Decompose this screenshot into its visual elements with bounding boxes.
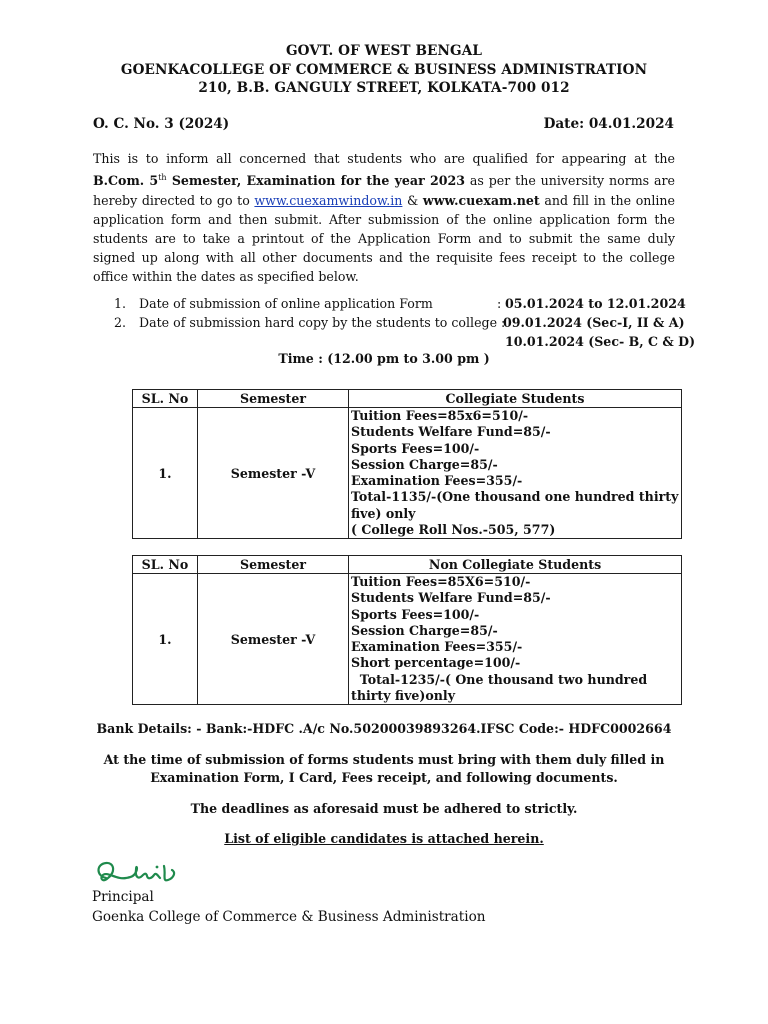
instruction-line-2: Examination Form, I Card, Fees receipt, and following documents.: [150, 770, 618, 785]
fee-line: Tuition Fees=85x6=510/-: [351, 408, 529, 423]
fee-line: Sports Fees=100/-: [351, 606, 480, 622]
bank-details: Bank Details: - Bank:-HDFC .A/c No.50200039893264.IFSC Code:- HDFC0002664: [96, 721, 672, 736]
fee-line: Examination Fees=355/-: [351, 639, 523, 655]
notice-date: Date: 04.01.2024: [543, 116, 674, 132]
date-item-2-value: 09.01.2024 (Sec-I, II & A): [503, 315, 685, 330]
table1-header-semester: Semester: [198, 390, 349, 408]
signatory-title: Principal: [92, 889, 154, 905]
date-item-1-sep: :: [497, 296, 502, 311]
deadline-note: The deadlines as aforesaid must be adhered to strictly.: [190, 801, 578, 816]
fee-line: Examination Fees=355/-: [351, 473, 523, 489]
fee-line: Students Welfare Fund=85/-: [351, 590, 551, 606]
table2-header-semester: Semester: [198, 556, 349, 574]
office-circular-number: O. C. No. 3 (2024): [93, 116, 230, 132]
fee-line: Sports Fees=100/-: [351, 440, 480, 456]
table1-header-students: Collegiate Students: [349, 390, 682, 408]
table2-header-sl: SL. No: [133, 556, 198, 574]
fee-total: Total-1235/-( One thousand two hundred thirty five)only: [351, 671, 652, 704]
table2-sl: 1.: [133, 574, 198, 705]
fee-line: Session Charge=85/-: [351, 622, 498, 638]
date-item-1-num: 1.: [114, 296, 127, 311]
fee-roll-nos: ( College Roll Nos.-505, 577): [351, 522, 556, 538]
collegiate-fee-table: [132, 389, 682, 539]
intro-paragraph: This is to inform all concerned that students who are qualified for appearing at the B.Com. 5th Semester, Examination for the year 2023 as per the university norms are hereby directed to go to www.cuexamwindow.in & www.cuexam.net and fill in the online application form and then submit. After submission of the online application form the students are to take a printout of the Application Form and to submit the same duly signed up along with all other documents and the requisite fees receipt to the college office within the dates as specified below.: [93, 151, 676, 285]
fee-line: Tuition Fees=85X6=510/-: [351, 574, 531, 589]
header-govt: GOVT. OF WEST BENGAL: [285, 43, 483, 59]
cuexamwindow-link[interactable]: www.cuexamwindow.in: [254, 192, 403, 208]
instruction-line-1: At the time of submission of forms students must bring with them duly filled in: [103, 752, 665, 767]
fee-line: Students Welfare Fund=85/-: [351, 424, 551, 440]
header-address: 210, B.B. GANGULY STREET, KOLKATA-700 012: [198, 80, 570, 96]
fee-line: Session Charge=85/-: [351, 456, 498, 472]
table1-semester: Semester -V: [198, 408, 349, 539]
table2-header-students: Non Collegiate Students: [349, 556, 682, 574]
table1-header-sl: SL. No: [133, 390, 198, 408]
principal-signature: [92, 858, 182, 890]
table2-fees: [349, 574, 682, 705]
time-window: Time : (12.00 pm to 3.00 pm ): [278, 351, 490, 366]
signatory-org: Goenka College of Commerce & Business Administration: [92, 909, 486, 925]
non-collegiate-fee-table: [132, 555, 682, 705]
date-item-2-label: Date of submission hard copy by the students to college :: [139, 315, 506, 330]
table1-fees: [349, 408, 682, 539]
fee-line: Short percentage=100/-: [351, 655, 521, 671]
date-item-1-label: Date of submission of online application Form: [139, 296, 433, 311]
table1-sl: 1.: [133, 408, 198, 539]
date-item-2-value2: 10.01.2024 (Sec- B, C & D): [505, 334, 696, 349]
date-item-2-num: 2.: [114, 315, 127, 330]
header-college: GOENKACOLLEGE OF COMMERCE & BUSINESS ADMINISTRATION: [120, 62, 648, 78]
date-item-1-value: 05.01.2024 to 12.01.2024: [505, 296, 686, 311]
table2-semester: Semester -V: [198, 574, 349, 705]
eligible-list-note: List of eligible candidates is attached herein.: [224, 831, 544, 846]
fee-total: Total-1135/-(One thousand one hundred thirty five) only: [351, 489, 679, 521]
